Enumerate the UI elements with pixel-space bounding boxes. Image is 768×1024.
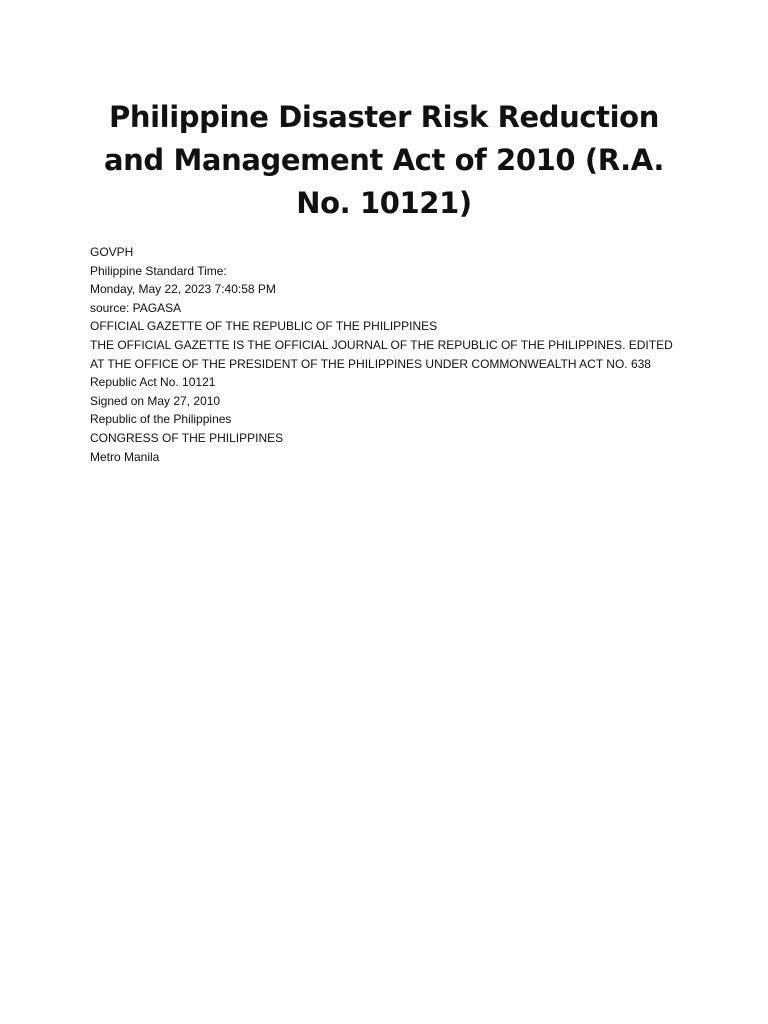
site-name: GOVPH	[90, 245, 134, 259]
country-name: Republic of the Philippines	[90, 412, 232, 427]
congress-name: CONGRESS OF THE PHILIPPINES	[90, 430, 284, 445]
act-number: Republic Act No. 10121	[90, 375, 216, 390]
current-time: Monday, May 22, 2023 7:40:58 PM	[90, 282, 276, 297]
spacer	[90, 466, 678, 485]
gazette-name: OFFICIAL GAZETTE OF THE REPUBLIC OF THE PHILIPPINES	[90, 319, 438, 334]
time-source: source: PAGASA	[90, 300, 182, 315]
time-label: Philippine Standard Time:	[90, 263, 227, 278]
gazette-description: THE OFFICIAL GAZETTE IS THE OFFICIAL JOURNAL OF THE REPUBLIC OF THE PHILIPPINES. EDITED AT THE OFFICE OF THE PRESIDENT OF THE PHILIPPINES UNDER COMMONWEALTH ACT NO. 638	[90, 337, 673, 371]
signed-date: Signed on May 27, 2010	[90, 393, 221, 408]
document-title: Philippine Disaster Risk Reduction and Management Act of 2010 (R.A. No. 10121)	[103, 100, 664, 220]
location: Metro Manila	[90, 449, 160, 464]
